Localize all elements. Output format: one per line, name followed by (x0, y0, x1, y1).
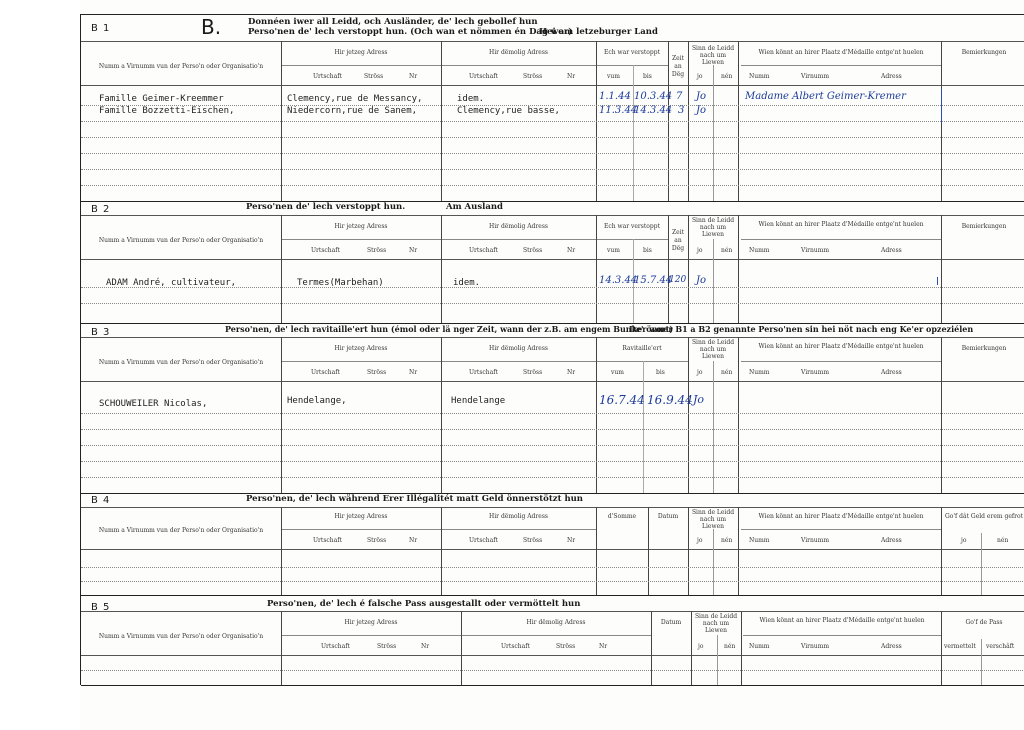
section-title: Perso'nen, de' lech während Erer Illégalitét matt Geld önnerstötzt hun (246, 494, 583, 504)
col-gouf-header: Go'f de Pass (965, 619, 1003, 626)
section-b4 (81, 493, 1024, 596)
col-zeit-header: Zeit an Dëg (671, 55, 685, 78)
col-stross: Ströss (367, 247, 387, 254)
col-sinn-header: Sinn de Leidd nach um Liewen (694, 613, 738, 634)
col-stross: Ströss (377, 643, 397, 650)
col-urtschaft-2: Urtschaft (469, 537, 498, 544)
col-urtschaft: Urtschaft (311, 369, 340, 376)
col-ravitaille-header: Ravitaille'ert (622, 345, 662, 352)
col-urtschaft: Urtschaft (313, 73, 342, 80)
col-nr-2: Nr (567, 369, 576, 376)
b1-row2-addr-now: Niedercorn,rue de Sanem, (287, 106, 418, 116)
col-period-header: Ech war verstoppt (603, 49, 660, 56)
col-nen: nén (724, 643, 736, 650)
col-somme-header: d'Somme (607, 513, 637, 520)
col-bemierkungen-header: Bemierkungen (961, 345, 1007, 352)
left-margin (0, 0, 80, 730)
section-title-tag: Am Ausland (446, 202, 503, 212)
col-numm: Numm (749, 643, 770, 650)
col-urtschaft-2: Urtschaft (469, 247, 498, 254)
col-name-header: Numm a Virnumm vun der Perso'n oder Organisatio'n (98, 63, 264, 70)
col-stross-2: Ströss (523, 369, 543, 376)
b1-row2-bis: 14.3.44 (634, 105, 673, 116)
b3-row1-bis: 16.9.44 (647, 393, 693, 407)
col-jo: jo (697, 247, 703, 254)
b1-row1-jo: Jo (696, 91, 707, 102)
col-verschafft: verschâft (986, 643, 1015, 650)
questionnaire-form (80, 14, 1024, 685)
col-nen: nén (721, 369, 733, 376)
col-sinn-header: Sinn de Leidd nach um Liewen (691, 45, 735, 66)
col-stross: Ströss (364, 73, 384, 80)
b2-row1-addr-then: idem. (453, 278, 481, 288)
col-wien-header: Wien könnt an hirer Plaatz d'Médaille entge'nt huelen (759, 617, 925, 624)
col-jo: jo (698, 643, 704, 650)
col-vermettelt: vermettelt (944, 643, 976, 650)
col-vum: vum (611, 369, 624, 376)
col-urtschaft: Urtschaft (321, 643, 350, 650)
b2-row1-addr-now: Termes(Marbehan) (297, 278, 384, 288)
b1-row2-name: Famille Bozzetti-Eischen, (99, 106, 235, 116)
col-addr-then-header: Hir dëmolig Adress (489, 345, 548, 352)
col-stross-2: Ströss (523, 537, 543, 544)
section-id: B 2 (91, 204, 111, 215)
col-adress: Adress (881, 643, 902, 650)
col-nr: Nr (409, 537, 418, 544)
col-datum-header: Datum (660, 619, 682, 626)
col-datum-header: Datum (657, 513, 679, 520)
col-name-header: Numm a Virnumm vun der Perso'n oder Organisatio'n (98, 633, 264, 640)
col-bis: bis (643, 73, 652, 80)
col-addr-then-header: Hir dëmolig Adress (526, 619, 586, 626)
b1-row2-addr-then: Clemency,rue basse, (457, 106, 560, 116)
col-adress: Adress (881, 369, 902, 376)
col-sinn-header: Sinn de Leidd nach um Liewen (691, 217, 735, 238)
b1-row1-wien: Madame Albert Geimer-Kremer (745, 91, 906, 102)
col-gouf-header: Go'f dât Geld erem gefrot (945, 513, 1023, 520)
b2-row1-jo: Jo (696, 275, 707, 286)
col-urtschaft: Urtschaft (313, 537, 342, 544)
b3-row1-vum: 16.7.44 (599, 393, 645, 407)
col-addr-then-header: Hir dëmolig Adress (489, 513, 548, 520)
col-wien-header: Wien könnt an hirer Plaatz d'Médaille entge'nt huelen (758, 49, 924, 56)
b2-row1-dag: 120 (669, 275, 687, 285)
b1-row2-jo: Jo (696, 105, 707, 116)
section-title-tag: Hei am letzeburger Land (539, 27, 658, 37)
col-urtschaft-2: Urtschaft (501, 643, 530, 650)
col-numm: Numm (749, 247, 770, 254)
b1-row1-vum: 1.1.44 (599, 91, 631, 102)
col-name-header: Numm a Virnumm vun der Perso'n oder Organisatio'n (98, 237, 264, 244)
col-sinn-header: Sinn de Leidd nach um Liewen (691, 339, 735, 360)
col-nr-2: Nr (599, 643, 608, 650)
col-nr: Nr (409, 247, 418, 254)
section-title-tail: De' önner B1 a B2 genannte Perso'nen sin hei nöt nach eng Ke'er opzeziélen (629, 324, 974, 334)
col-zeit-header: Zeit an Dëg (671, 229, 685, 252)
col-adress: Adress (881, 247, 902, 254)
col-addr-then-header: Hir dëmolig Adress (489, 49, 548, 56)
col-nen: nén (721, 73, 733, 80)
col-stross-2: Ströss (523, 73, 543, 80)
col-addr-now-header: Hir jetzeg Adress (334, 513, 388, 520)
b3-row1-jo: Jo (693, 393, 705, 406)
col-adress: Adress (881, 73, 902, 80)
col-gouf-nen: nén (997, 537, 1009, 544)
col-bemierkungen-header: Bemierkungen (961, 49, 1007, 56)
col-virnumm: Virnumm (801, 247, 830, 254)
section-id: B 1 (91, 23, 111, 34)
col-nr: Nr (421, 643, 430, 650)
col-name-header: Numm a Virnumm vun der Perso'n oder Organisatio'n (98, 359, 264, 366)
col-wien-header: Wien könnt an hirer Plaatz d'Médaille entge'nt huelen (758, 221, 924, 228)
b1-row2-dag: 3 (678, 105, 685, 116)
section-b1 (81, 15, 1024, 202)
col-addr-now-header: Hir jetzeg Adress (334, 49, 388, 56)
col-jo: jo (697, 369, 703, 376)
section-title-line2: Perso'nen de' lech verstoppt hun. (Och wan et nömmen én Dag wor) (248, 27, 573, 37)
col-addr-now-header: Hir jetzeg Adress (334, 345, 388, 352)
col-gouf-jo: jo (961, 537, 967, 544)
b2-row1-bis: 15.7.44 (634, 275, 673, 286)
section-title-line1: Donnéen iwer all Leidd, och Ausländer, de' lech gebollef hun (248, 17, 538, 27)
b1-row1-dag: 7 (676, 91, 683, 102)
col-bis: bis (656, 369, 665, 376)
form-letter: B. (201, 15, 222, 39)
col-stross: Ströss (367, 369, 387, 376)
col-jo: jo (697, 73, 703, 80)
col-addr-then-header: Hir dëmolig Adress (489, 223, 548, 230)
col-jo: jo (697, 537, 703, 544)
col-wien-header: Wien könnt an hirer Plaatz d'Médaille entge'nt huelen (758, 343, 924, 350)
col-adress: Adress (881, 537, 902, 544)
col-sinn-header: Sinn de Leidd nach um Liewen (691, 509, 735, 530)
col-wien-header: Wien könnt an hirer Plaatz d'Médaille entge'nt huelen (758, 513, 924, 520)
col-stross-2: Ströss (523, 247, 543, 254)
b1-row1-addr-then: idem. (457, 94, 485, 104)
col-virnumm: Virnumm (801, 369, 830, 376)
col-virnumm: Virnumm (801, 537, 830, 544)
b2-row1-name: ADAM André, cultivateur, (106, 278, 237, 288)
col-numm: Numm (749, 537, 770, 544)
section-title: Perso'nen, de' lech ravitaille'ert hun (émol oder lä nger Zeit, wann der z.B. am engem Bunker wort) (225, 324, 674, 334)
col-numm: Numm (749, 73, 770, 80)
col-bemierkungen-header: Bemierkungen (961, 223, 1007, 230)
section-b3 (81, 323, 1024, 494)
col-vum: vum (607, 247, 620, 254)
b1-wien-end-mark (941, 89, 942, 123)
col-addr-now-header: Hir jetzeg Adress (334, 223, 388, 230)
col-numm: Numm (749, 369, 770, 376)
section-title: Perso'nen, de' lech é falsche Pass ausgestallt oder vermöttelt hun (267, 599, 581, 609)
b1-row1-addr-now: Clemency,rue de Messancy, (287, 94, 423, 104)
col-addr-now-header: Hir jetzeg Adress (344, 619, 398, 626)
col-bis: bis (643, 247, 652, 254)
b2-wien-end-mark (937, 277, 938, 285)
col-period-header: Ech war verstoppt (603, 223, 660, 230)
section-id: B 4 (91, 495, 111, 506)
col-virnumm: Virnumm (801, 73, 830, 80)
col-nen: nén (721, 247, 733, 254)
col-urtschaft: Urtschaft (311, 247, 340, 254)
col-nen: nén (721, 537, 733, 544)
col-nr: Nr (409, 369, 418, 376)
b3-row1-addr-now: Hendelange, (287, 396, 347, 406)
b3-row1-addr-then: Hendelange (451, 396, 506, 406)
section-b5 (81, 595, 1024, 686)
col-nr: Nr (409, 73, 418, 80)
section-title: Perso'nen de' lech verstoppt hun. (246, 202, 406, 212)
section-b2 (81, 201, 1024, 324)
b1-row2-vum: 11.3.44 (599, 105, 638, 116)
col-virnumm: Virnumm (801, 643, 830, 650)
col-nr-2: Nr (567, 247, 576, 254)
col-name-header: Numm a Virnumm vun der Perso'n oder Organisatio'n (98, 527, 264, 534)
col-urtschaft-2: Urtschaft (469, 73, 498, 80)
b1-row1-bis: 10.3.44 (634, 91, 673, 102)
b2-row1-vum: 14.3.44 (599, 275, 638, 286)
col-nr-2: Nr (567, 73, 576, 80)
col-stross: Ströss (367, 537, 387, 544)
col-urtschaft-2: Urtschaft (469, 369, 498, 376)
col-nr-2: Nr (567, 537, 576, 544)
b3-row1-name: SCHOUWEILER Nicolas, (99, 399, 208, 409)
section-id: B 3 (91, 327, 111, 338)
col-stross-2: Ströss (556, 643, 576, 650)
section-id: B 5 (91, 602, 111, 613)
b1-row1-name: Famille Geimer-Kreemmer (99, 94, 224, 104)
col-vum: vum (607, 73, 620, 80)
